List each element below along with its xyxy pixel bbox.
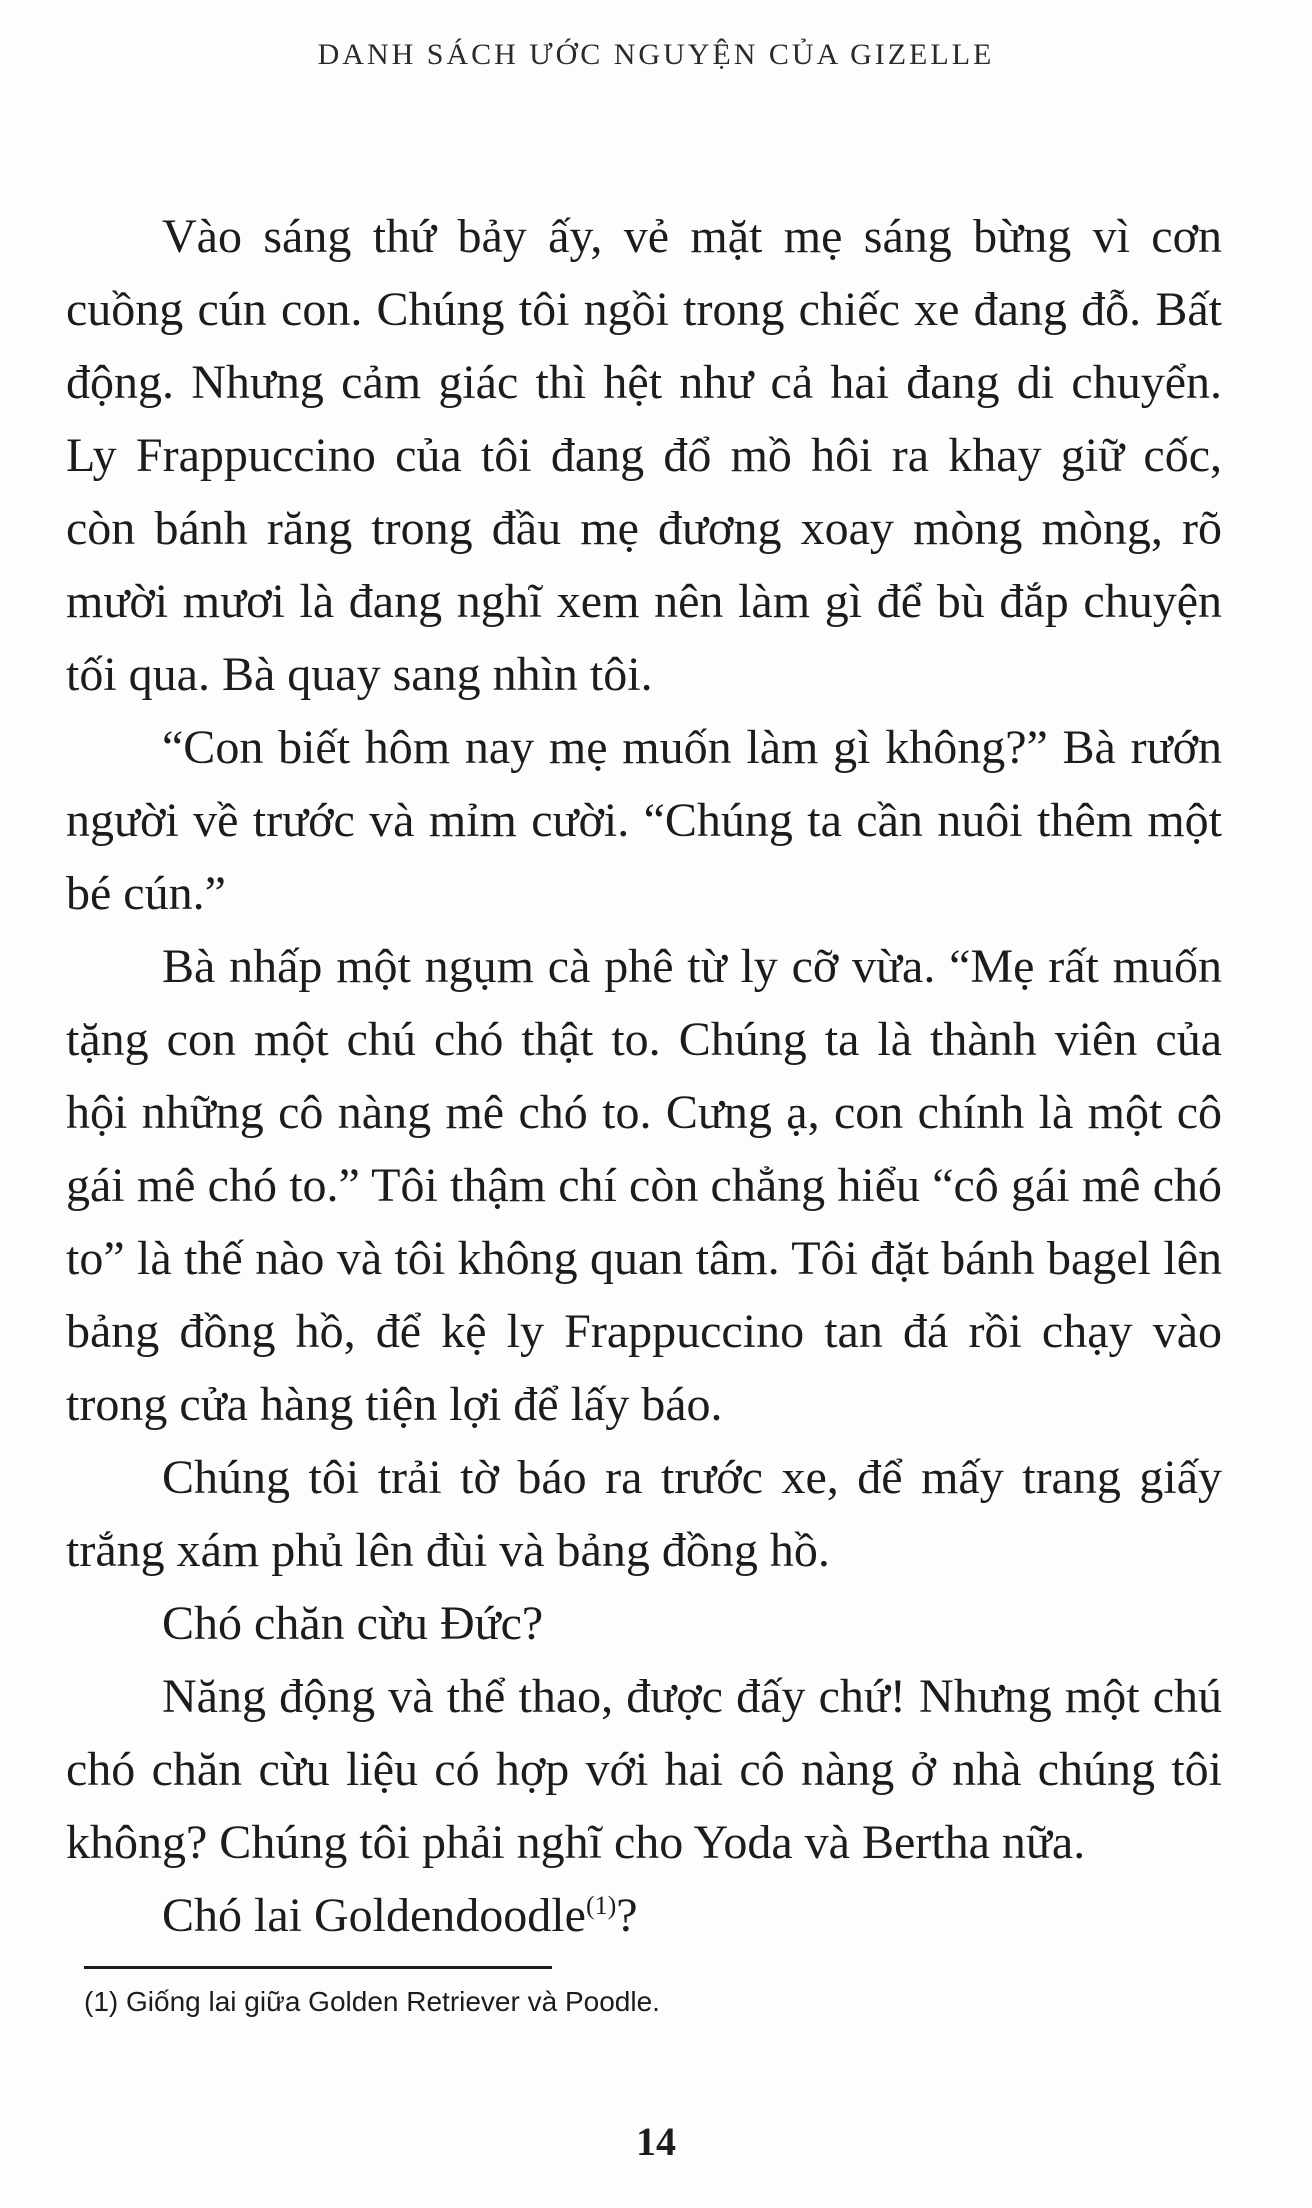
body-text: [66, 200, 1222, 1952]
paragraph-trailing: ?: [616, 1889, 638, 1942]
paragraph: Vào sáng thứ bảy ấy, vẻ mặt mẹ sáng bừng vì cơn cuồng cún con. Chúng tôi ngồi trong chiếc xe đang đỗ. Bất động. Nhưng cảm giác thì hệt như cả hai đang di chuyển. Ly Frappuccino của tôi đang đổ mồ hôi ra khay giữ cốc, còn bánh răng trong đầu mẹ đương xoay mòng mòng, rõ mười mươi là đang nghĩ xem nên làm gì để bù đắp chuyện tối qua. Bà quay sang nhìn tôi.: [66, 210, 1222, 701]
paragraph-with-footnote-ref: [66, 1879, 1222, 1952]
paragraph: Chó chăn cừu Đức?: [162, 1597, 544, 1650]
running-head: DANH SÁCH ƯỚC NGUYỆN CỦA GIZELLE: [317, 38, 995, 71]
paragraph: “Con biết hôm nay mẹ muốn làm gì không?” Bà rướn người về trước và mỉm cười. “Chúng ta cần nuôi thêm một bé cún.”: [66, 721, 1222, 920]
paragraph: Bà nhấp một ngụm cà phê từ ly cỡ vừa. “Mẹ rất muốn tặng con một chú chó thật to. Chúng ta là thành viên của hội những cô nàng mê chó to. Cưng ạ, con chính là một cô gái mê chó to.” Tôi thậm chí còn chẳng hiểu “cô gái mê chó to” là thế nào và tôi không quan tâm. Tôi đặt bánh bagel lên bảng đồng hồ, để kệ ly Frappuccino tan đá rồi chạy vào trong cửa hàng tiện lợi để lấy báo.: [66, 940, 1222, 1431]
footnote-divider: [84, 1966, 552, 1969]
footnote: (1) Giống lai giữa Golden Retriever và Poodle.: [84, 1986, 660, 2017]
paragraph: Năng động và thể thao, được đấy chứ! Nhưng một chú chó chăn cừu liệu có hợp với hai cô nàng ở nhà chúng tôi không? Chúng tôi phải nghĩ cho Yoda và Bertha nữa.: [66, 1670, 1222, 1869]
paragraph-text: Chó lai Goldendoodle: [162, 1889, 586, 1942]
page-number: 14: [636, 2119, 676, 2164]
footnote-ref: (1): [585, 1891, 617, 1920]
paragraph: Chúng tôi trải tờ báo ra trước xe, để mấy trang giấy trắng xám phủ lên đùi và bảng đồng hồ.: [66, 1451, 1222, 1577]
